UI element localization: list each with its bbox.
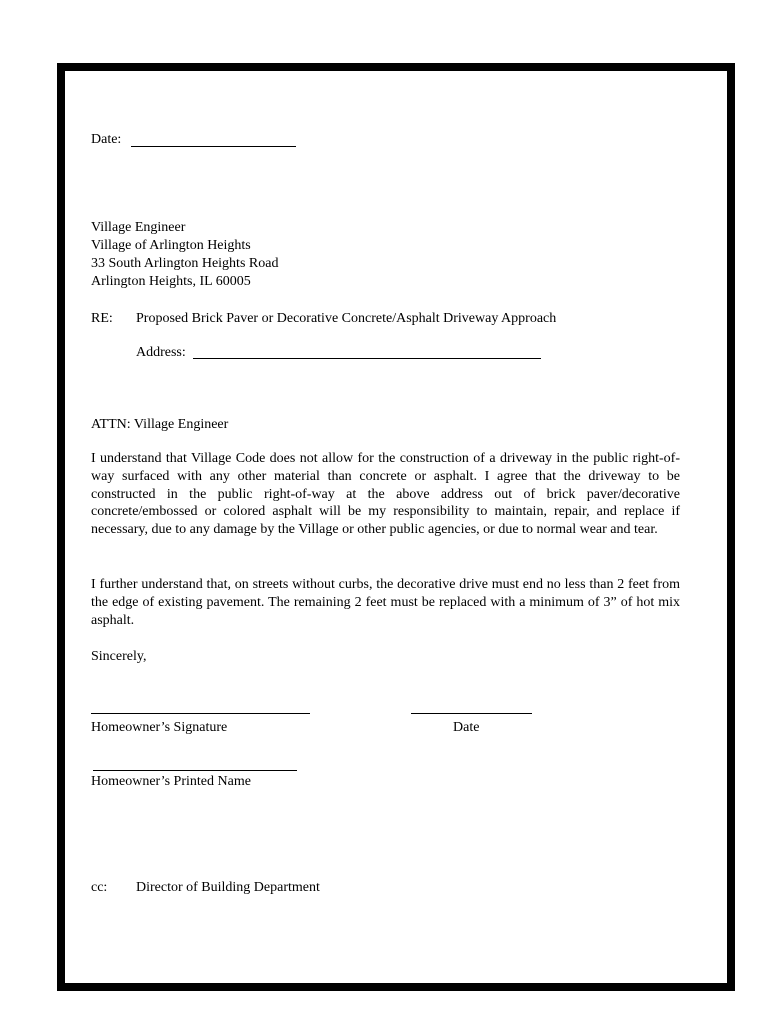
printed-name-line[interactable] xyxy=(93,770,297,771)
date-signature-label: Date xyxy=(453,720,480,735)
cc-value: Director of Building Department xyxy=(136,880,320,895)
printed-name-label: Homeowner’s Printed Name xyxy=(91,774,251,789)
re-subject: Proposed Brick Paver or Decorative Concrete/Asphalt Driveway Approach xyxy=(136,311,557,326)
address-blank-line[interactable] xyxy=(193,358,541,359)
recipient-line-4: Arlington Heights, IL 60005 xyxy=(91,274,251,289)
date-signature-line[interactable] xyxy=(411,713,532,714)
signature-line[interactable] xyxy=(91,713,310,714)
recipient-line-1: Village Engineer xyxy=(91,220,186,235)
recipient-line-2: Village of Arlington Heights xyxy=(91,238,251,253)
attn-line: ATTN: Village Engineer xyxy=(91,417,229,432)
address-label: Address: xyxy=(136,345,186,360)
date-blank-line[interactable] xyxy=(131,146,296,147)
paragraph-1: I understand that Village Code does not allow for the construction of a driveway in the public right-of-way surfaced with any other material than concrete or asphalt. I agree that the driveway to be constructed in the public right-of-way at the above address out of brick paver/decorative concrete/embossed or colored asphalt will be my responsibility to maintain, repair, and replace if necessary, due to any damage by the Village or other public agencies, or due to normal wear and tear. xyxy=(91,451,680,538)
closing: Sincerely, xyxy=(91,649,147,664)
date-label: Date: xyxy=(91,132,122,147)
paragraph-2: I further understand that, on streets without curbs, the decorative drive must end no less than 2 feet from the edge of existing pavement. The remaining 2 feet must be replaced with a minimum of 3” of hot mix asphalt. xyxy=(91,577,680,628)
signature-label: Homeowner’s Signature xyxy=(91,720,228,735)
cc-label: cc: xyxy=(91,880,108,895)
re-label: RE: xyxy=(91,311,113,326)
recipient-line-3: 33 South Arlington Heights Road xyxy=(91,256,279,271)
